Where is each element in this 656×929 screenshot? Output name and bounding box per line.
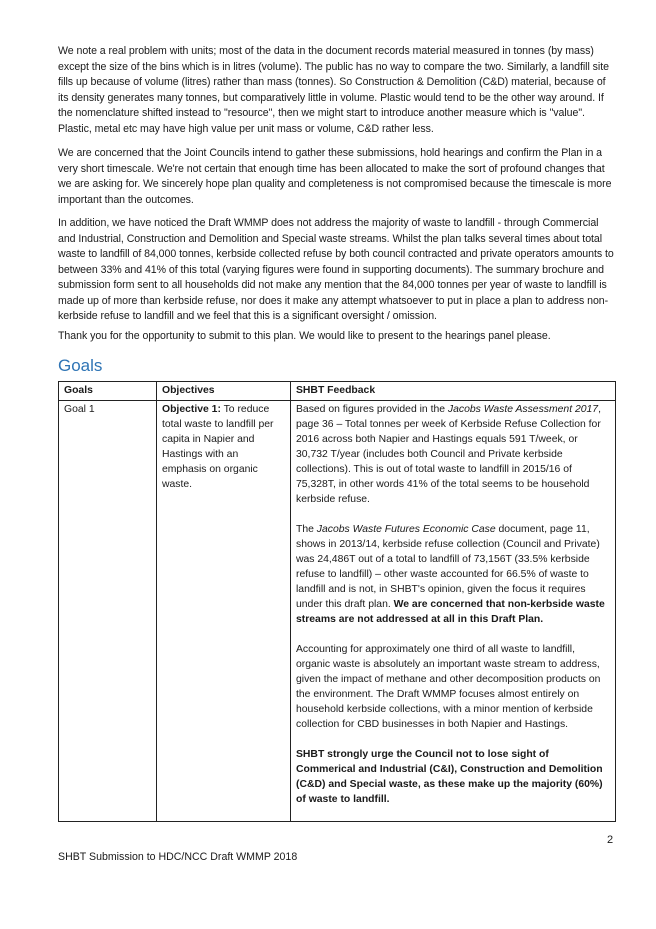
paragraph-timescale: We are concerned that the Joint Councils intend to gather these submissions, hold hearings and confirm the Plan in a very short timescale. We're not certain that enough time has been allocated to make the sort of profound changes that we are asking for. We sincerely hope plan quality and completeness is not compromised because the timescale is more important than the outcomes.	[58, 147, 612, 206]
feedback-paragraph-1	[296, 402, 610, 507]
header-goals: Goals	[59, 382, 157, 401]
feedback-2-text-a: The	[296, 524, 317, 535]
feedback-cell	[291, 401, 616, 822]
goal-cell: Goal 1	[59, 401, 157, 822]
table-row	[59, 401, 616, 822]
header-objectives: Objectives	[157, 382, 291, 401]
page-number: 2	[607, 834, 614, 846]
header-feedback: SHBT Feedback	[291, 382, 616, 401]
paragraph-units: We note a real problem with units; most of the data in the document records material measured in tonnes (by mass) except the size of the bins which is in litres (volume). The public has no way to compare the two. Similarly, a landfill site fills up because of volume (litres) rather than mass (tonnes). So Construction & Demolition (C&D) material, because of its density generates many tonnes, but comparatively little in volume. Plastic would tend to be the other way around. If the nomenclature shifted instead to "resource", then we might start to introduce another measure which is "value". Plastic, metal etc may have high value per unit mass or volume, C&D rather less.	[58, 45, 609, 135]
page-footer: SHBT Submission to HDC/NCC Draft WMMP 2018	[58, 851, 298, 863]
feedback-2-text-b: document, page 11, shows in 2013/14, kerbside refuse collection (Council and Private) was 24,486T out of a total to landfill of 73,156T (33.5% kerbside refuse to landfill) – other waste accounted for 66.5% of waste to landfill and is not, in SHBT's opinion, given the focus it requires under this draft plan.	[296, 524, 600, 610]
goals-table	[58, 381, 616, 822]
paragraph-thanks: Thank you for the opportunity to submit to this plan. We would like to present to the hearings panel please.	[58, 330, 551, 342]
feedback-paragraph-2	[296, 522, 610, 627]
feedback-2-doc-title: Jacobs Waste Futures Economic Case	[316, 524, 496, 535]
paragraph-waste-streams: In addition, we have noticed the Draft WMMP does not address the majority of waste to landfill - through Commercial and Industrial, Construction and Demolition and Special waste streams. Whilst the plan talks several times about total waste to landfill of 84,000 tonnes, kerbside collected refuse by both council contracted and private operators amounts to between 33% and 41% of this total (varying figures were found in supporting documents). The summary brochure and submission form sent to all households did not make any mention that the 84,000 tonnes per year of waste to landfill is made up of more than kerbside refuse, nor does it make any attempt whatsoever to put in place a plan to address non-kerbside refuse to landfill and we feel that this is a significant oversight / omission.	[58, 217, 614, 322]
feedback-paragraph-4: SHBT strongly urge the Council not to lose sight of Commerical and Industrial (C&I), Construction and Demolition (C&D) and Special waste, as these make up the majority (60%) of waste to landfill.	[296, 749, 603, 805]
feedback-1-text-b: , page 36 – Total tonnes per week of Kerbside Refuse Collection for 2016 across both Napier and Hastings equals 591 T/week, or 30,732 T/year (includes both Council and Private kerbside collections). This is out of total waste to landfill in 2015/16 of 75,328T, in other words 41% of the total seems to be household kerbside refuse.	[296, 404, 601, 505]
feedback-1-doc-title: Jacobs Waste Assessment 2017	[447, 404, 599, 415]
objective-text: To reduce total waste to landfill per capita in Napier and Hastings with an emphasis on organic waste.	[162, 404, 274, 490]
goals-heading: Goals	[58, 356, 103, 375]
feedback-1-text-a: Based on figures provided in the	[296, 404, 448, 415]
feedback-2-concern: We are concerned that non-kerbside waste streams are not addressed at all in this Draft Plan.	[296, 599, 605, 625]
objective-cell	[157, 401, 291, 822]
objective-label: Objective 1:	[162, 404, 221, 415]
feedback-paragraph-3: Accounting for approximately one third of all waste to landfill, organic waste is absolutely an important waste stream to address, given the impact of methane and other decomposition products on the environment. The Draft WMMP focuses almost entirely on household kerbside collections, with a minor mention of kerbside collection for CBD businesses in both Napier and Hastings.	[296, 644, 601, 730]
table-header-row	[59, 382, 616, 401]
